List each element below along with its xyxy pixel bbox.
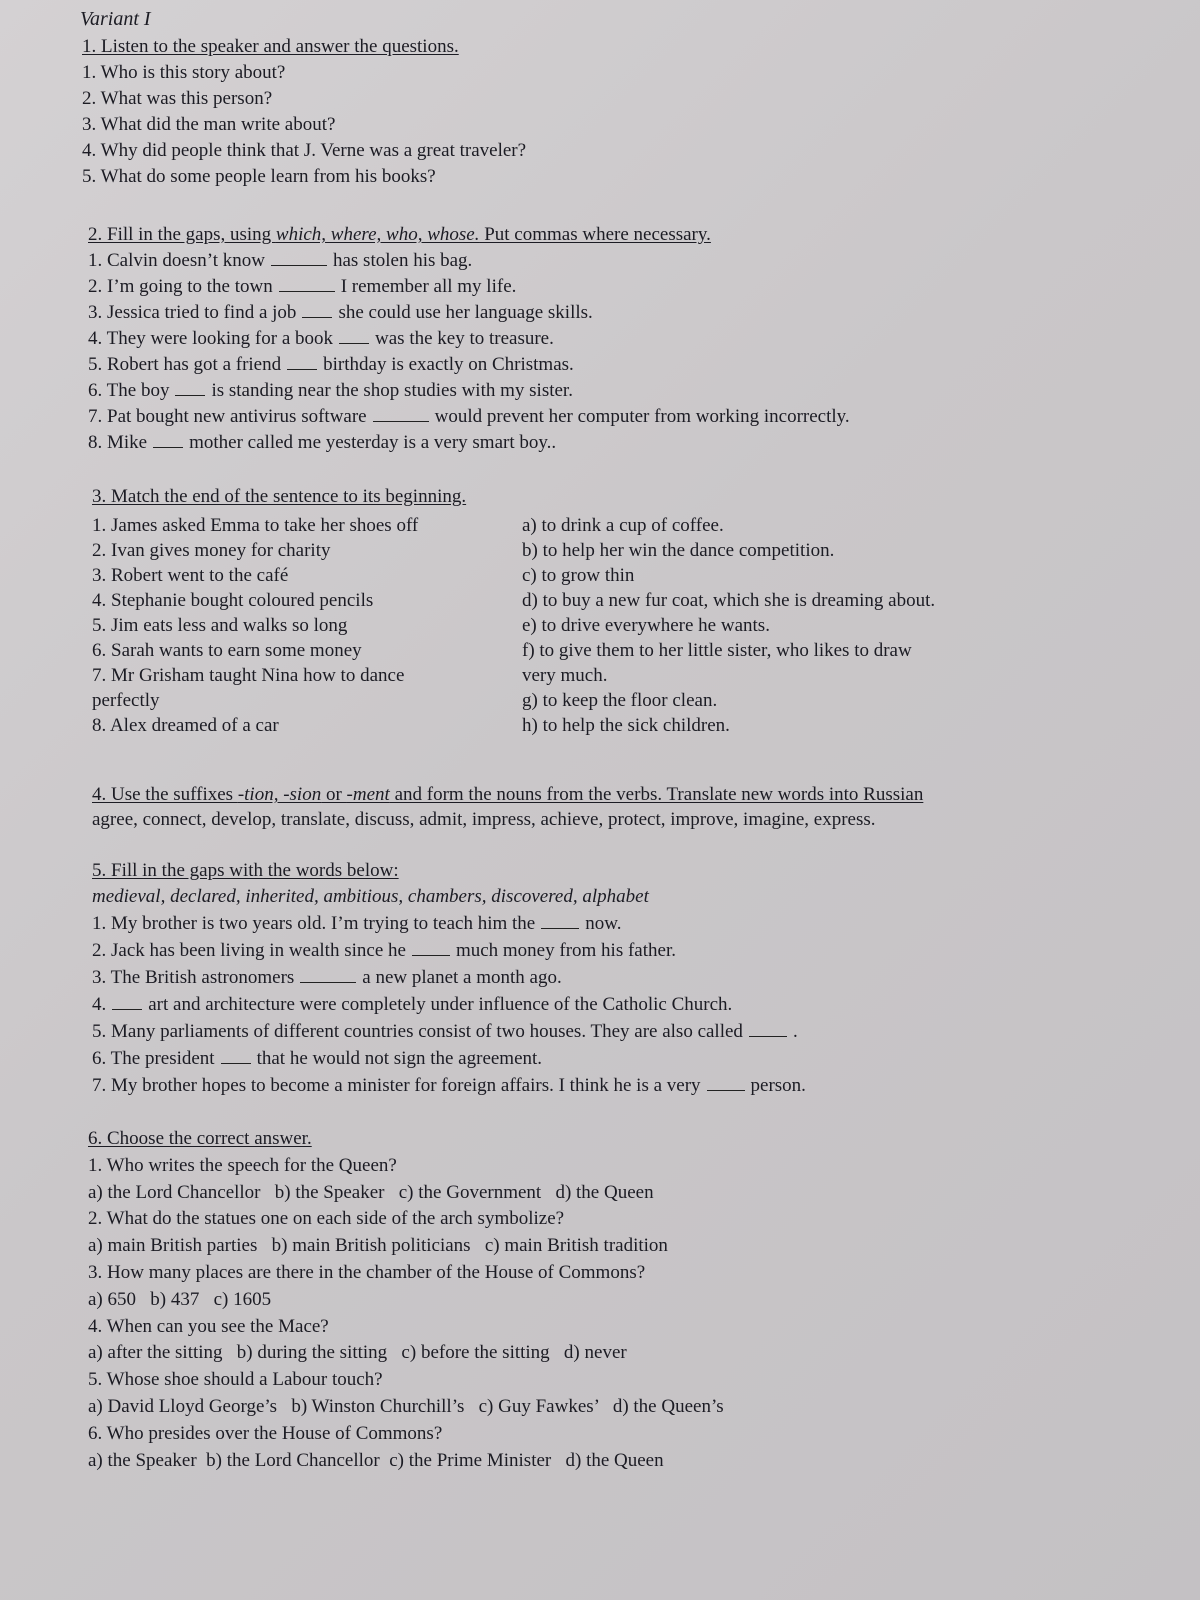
match-beginning: perfectly: [92, 690, 160, 711]
match-beginning: 3. Robert went to the café: [92, 565, 289, 586]
quiz-options: a) 650 b) 437 c) 1605: [88, 1288, 272, 1310]
match-ending: h) to help the sick children.: [522, 715, 730, 736]
section-3: [92, 484, 1042, 738]
match-beginning: 5. Jim eats less and walks so long: [92, 615, 348, 636]
gap-blank[interactable]: [749, 1018, 787, 1037]
gap-blank[interactable]: [339, 325, 369, 344]
gap-blank[interactable]: [271, 247, 327, 266]
gap-blank[interactable]: [221, 1045, 251, 1064]
gap-blank[interactable]: [287, 351, 317, 370]
gap-sentence: 4. art and architecture were completely under influence of the Catholic Church.: [92, 991, 806, 1018]
gap-sentence: 2. Jack has been living in wealth since he much money from his father.: [92, 937, 806, 964]
gap-sentence: 5. Many parliaments of different countries consist of two houses. They are also called .: [92, 1018, 806, 1045]
quiz-options: a) after the sitting b) during the sitting c) before the sitting d) never: [88, 1342, 627, 1364]
match-ending: f) to give them to her little sister, who likes to draw: [522, 640, 912, 661]
match-left-column: [92, 513, 522, 738]
section-1-item: 3. What did the man write about?: [82, 114, 336, 135]
section-1-item: 1. Who is this story about?: [82, 62, 286, 83]
match-ending: a) to drink a cup of coffee.: [522, 515, 724, 536]
gap-blank[interactable]: [707, 1072, 745, 1091]
section-6: [88, 1126, 724, 1474]
match-beginning: 8. Alex dreamed of a car: [92, 715, 279, 736]
match-beginning: 6. Sarah wants to earn some money: [92, 640, 362, 661]
quiz-question: 4. When can you see the Mace?: [88, 1315, 329, 1337]
quiz-question: 3. How many places are there in the chamber of the House of Commons?: [88, 1261, 646, 1283]
section-4-heading: 4. Use the suffixes -tion, -sion or -ment and form the nouns from the verbs. Translate new words into Russian: [92, 784, 924, 805]
section-3-heading: 3. Match the end of the sentence to its beginning.: [92, 486, 467, 507]
gap-blank[interactable]: [300, 964, 356, 983]
section-1-item: 5. What do some people learn from his books?: [82, 166, 436, 187]
section-2-heading: 2. Fill in the gaps, using which, where, who, whose. Put commas where necessary.: [88, 224, 711, 245]
gap-sentence: 1. Calvin doesn’t know has stolen his bag.: [88, 247, 850, 273]
match-beginning: 4. Stephanie bought coloured pencils: [92, 590, 374, 611]
section-2: [88, 222, 850, 455]
gap-sentence: 7. My brother hopes to become a minister for foreign affairs. I think he is a very person.: [92, 1072, 806, 1099]
match-ending: d) to buy a new fur coat, which she is dreaming about.: [522, 590, 936, 611]
match-ending: b) to help her win the dance competition.: [522, 540, 835, 561]
quiz-options: a) David Lloyd George’s b) Winston Churchill’s c) Guy Fawkes’ d) the Queen’s: [88, 1395, 724, 1417]
gap-blank[interactable]: [541, 910, 579, 929]
quiz-options: a) main British parties b) main British politicians c) main British tradition: [88, 1235, 668, 1257]
gap-blank[interactable]: [412, 937, 450, 956]
section-1-item: 4. Why did people think that J. Verne was a great traveler?: [82, 140, 527, 161]
gap-sentence: 1. My brother is two years old. I’m trying to teach him the now.: [92, 910, 806, 937]
gap-blank[interactable]: [302, 299, 332, 318]
match-beginning: 1. James asked Emma to take her shoes off: [92, 515, 419, 536]
quiz-options: a) the Lord Chancellor b) the Speaker c) the Government d) the Queen: [88, 1181, 654, 1203]
gap-sentence: 5. Robert has got a friend birthday is exactly on Christmas.: [88, 351, 850, 377]
section-2-heading-words: which, where, who, whose.: [275, 224, 480, 245]
match-columns: [92, 513, 1042, 738]
match-ending: e) to drive everywhere he wants.: [522, 615, 770, 636]
gap-sentence: 3. Jessica tried to find a job she could use her language skills.: [88, 299, 850, 325]
match-ending: g) to keep the floor clean.: [522, 690, 718, 711]
quiz-options: a) the Speaker b) the Lord Chancellor c) the Prime Minister d) the Queen: [88, 1449, 664, 1471]
gap-sentence: 6. The boy is standing near the shop studies with my sister.: [88, 377, 850, 403]
quiz-question: 6. Who presides over the House of Commons?: [88, 1422, 443, 1444]
quiz-question: 1. Who writes the speech for the Queen?: [88, 1154, 397, 1176]
section-4-verbs: agree, connect, develop, translate, discuss, admit, impress, achieve, protect, improve, imagine, express.: [92, 809, 876, 830]
gap-blank[interactable]: [373, 403, 429, 422]
match-ending: very much.: [522, 665, 608, 686]
gap-blank[interactable]: [175, 377, 205, 396]
section-6-heading: 6. Choose the correct answer.: [88, 1128, 312, 1149]
gap-sentence: 6. The president that he would not sign the agreement.: [92, 1045, 806, 1072]
gap-blank[interactable]: [279, 273, 335, 292]
section-1: [82, 34, 526, 190]
variant-title: Variant I: [80, 8, 151, 30]
gap-sentence: 4. They were looking for a book was the key to treasure.: [88, 325, 850, 351]
match-right-column: [522, 513, 1042, 738]
section-5: [92, 858, 806, 1099]
quiz-question: 2. What do the statues one on each side of the arch symbolize?: [88, 1208, 565, 1230]
gap-sentence: 2. I’m going to the town I remember all my life.: [88, 273, 850, 299]
gap-sentence: 3. The British astronomers a new planet a month ago.: [92, 964, 806, 991]
gap-sentence: 8. Mike mother called me yesterday is a very smart boy..: [88, 429, 850, 455]
quiz-question: 5. Whose shoe should a Labour touch?: [88, 1369, 383, 1391]
section-5-heading: 5. Fill in the gaps with the words below:: [92, 860, 399, 881]
match-ending: c) to grow thin: [522, 565, 635, 586]
match-beginning: 7. Mr Grisham taught Nina how to dance: [92, 665, 405, 686]
match-beginning: 2. Ivan gives money for charity: [92, 540, 331, 561]
section-1-item: 2. What was this person?: [82, 88, 273, 109]
gap-sentence: 7. Pat bought new antivirus software would prevent her computer from working incorrectly.: [88, 403, 850, 429]
gap-blank[interactable]: [153, 429, 183, 448]
section-1-heading: 1. Listen to the speaker and answer the questions.: [82, 36, 459, 57]
gap-blank[interactable]: [112, 991, 142, 1010]
section-5-word-bank: medieval, declared, inherited, ambitious, chambers, discovered, alphabet: [92, 886, 649, 907]
section-4: [92, 782, 923, 832]
